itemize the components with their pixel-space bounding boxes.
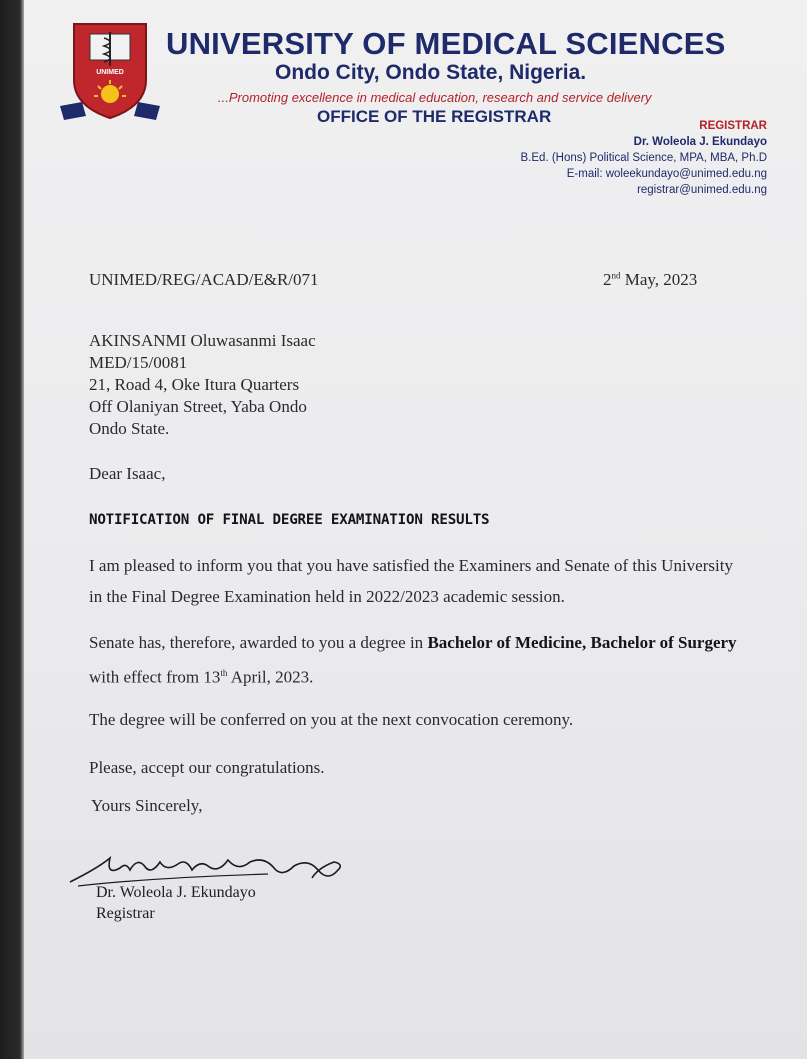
body-paragraph-degree: Senate has, therefore, awarded to you a degree in Bachelor of Medicine, Bachelor of Surgery with effect from 13th April, 2023. [89,633,737,687]
registrar-contact-block [521,118,767,198]
closing: Yours Sincerely, [91,796,203,815]
svg-text:UNIMED: UNIMED [96,69,124,76]
university-name: UNIVERSITY OF MEDICAL SCIENCES [166,26,726,61]
letter-date: 2nd May, 2023 [603,270,698,289]
signatory-name: Dr. Woleola J. Ekundayo [96,884,256,901]
registrar-qualifications: B.Ed. (Hons) Political Science, MPA, MBA, Ph.D [520,152,767,164]
signatory-title: Registrar [96,905,155,922]
address-line: Ondo State. [89,419,170,438]
reference-number: UNIMED/REG/ACAD/E&R/071 [89,270,319,289]
body-paragraph: Please, accept our congratulations. [89,758,325,777]
body-paragraph: The degree will be conferred on you at the next convocation ceremony. [89,710,574,729]
university-motto: ...Promoting excellence in medical education, research and service delivery [218,90,652,105]
subject-heading: NOTIFICATION OF FINAL DEGREE EXAMINATION RESULTS [89,512,490,528]
recipient-matric: MED/15/0081 [89,353,188,372]
registrar-title: REGISTRAR [699,120,767,132]
degree-name: Bachelor of Medicine, Bachelor of Surgery [427,633,737,652]
recipient-name: AKINSANMI Oluwasanmi Isaac [89,331,316,350]
registrar-name: Dr. Woleola J. Ekundayo [633,136,767,148]
body-paragraph: I am pleased to inform you that you have satisfied the Examiners and Senate of this University in the Final Degree Examination held in 2022/2023 academic session. [89,556,733,606]
registrar-email: E-mail: woleekundayo@unimed.edu.ng [566,168,767,180]
office-heading: OFFICE OF THE REGISTRAR [317,107,552,126]
registrar-email-alt: registrar@unimed.edu.ng [637,184,767,196]
salutation: Dear Isaac, [89,464,166,483]
university-crest-logo [60,18,160,128]
university-location: Ondo City, Ondo State, Nigeria. [275,61,587,84]
address-line: Off Olaniyan Street, Yaba Ondo [89,397,307,416]
recipient-address [89,330,316,440]
address-line: 21, Road 4, Oke Itura Quarters [89,375,300,394]
